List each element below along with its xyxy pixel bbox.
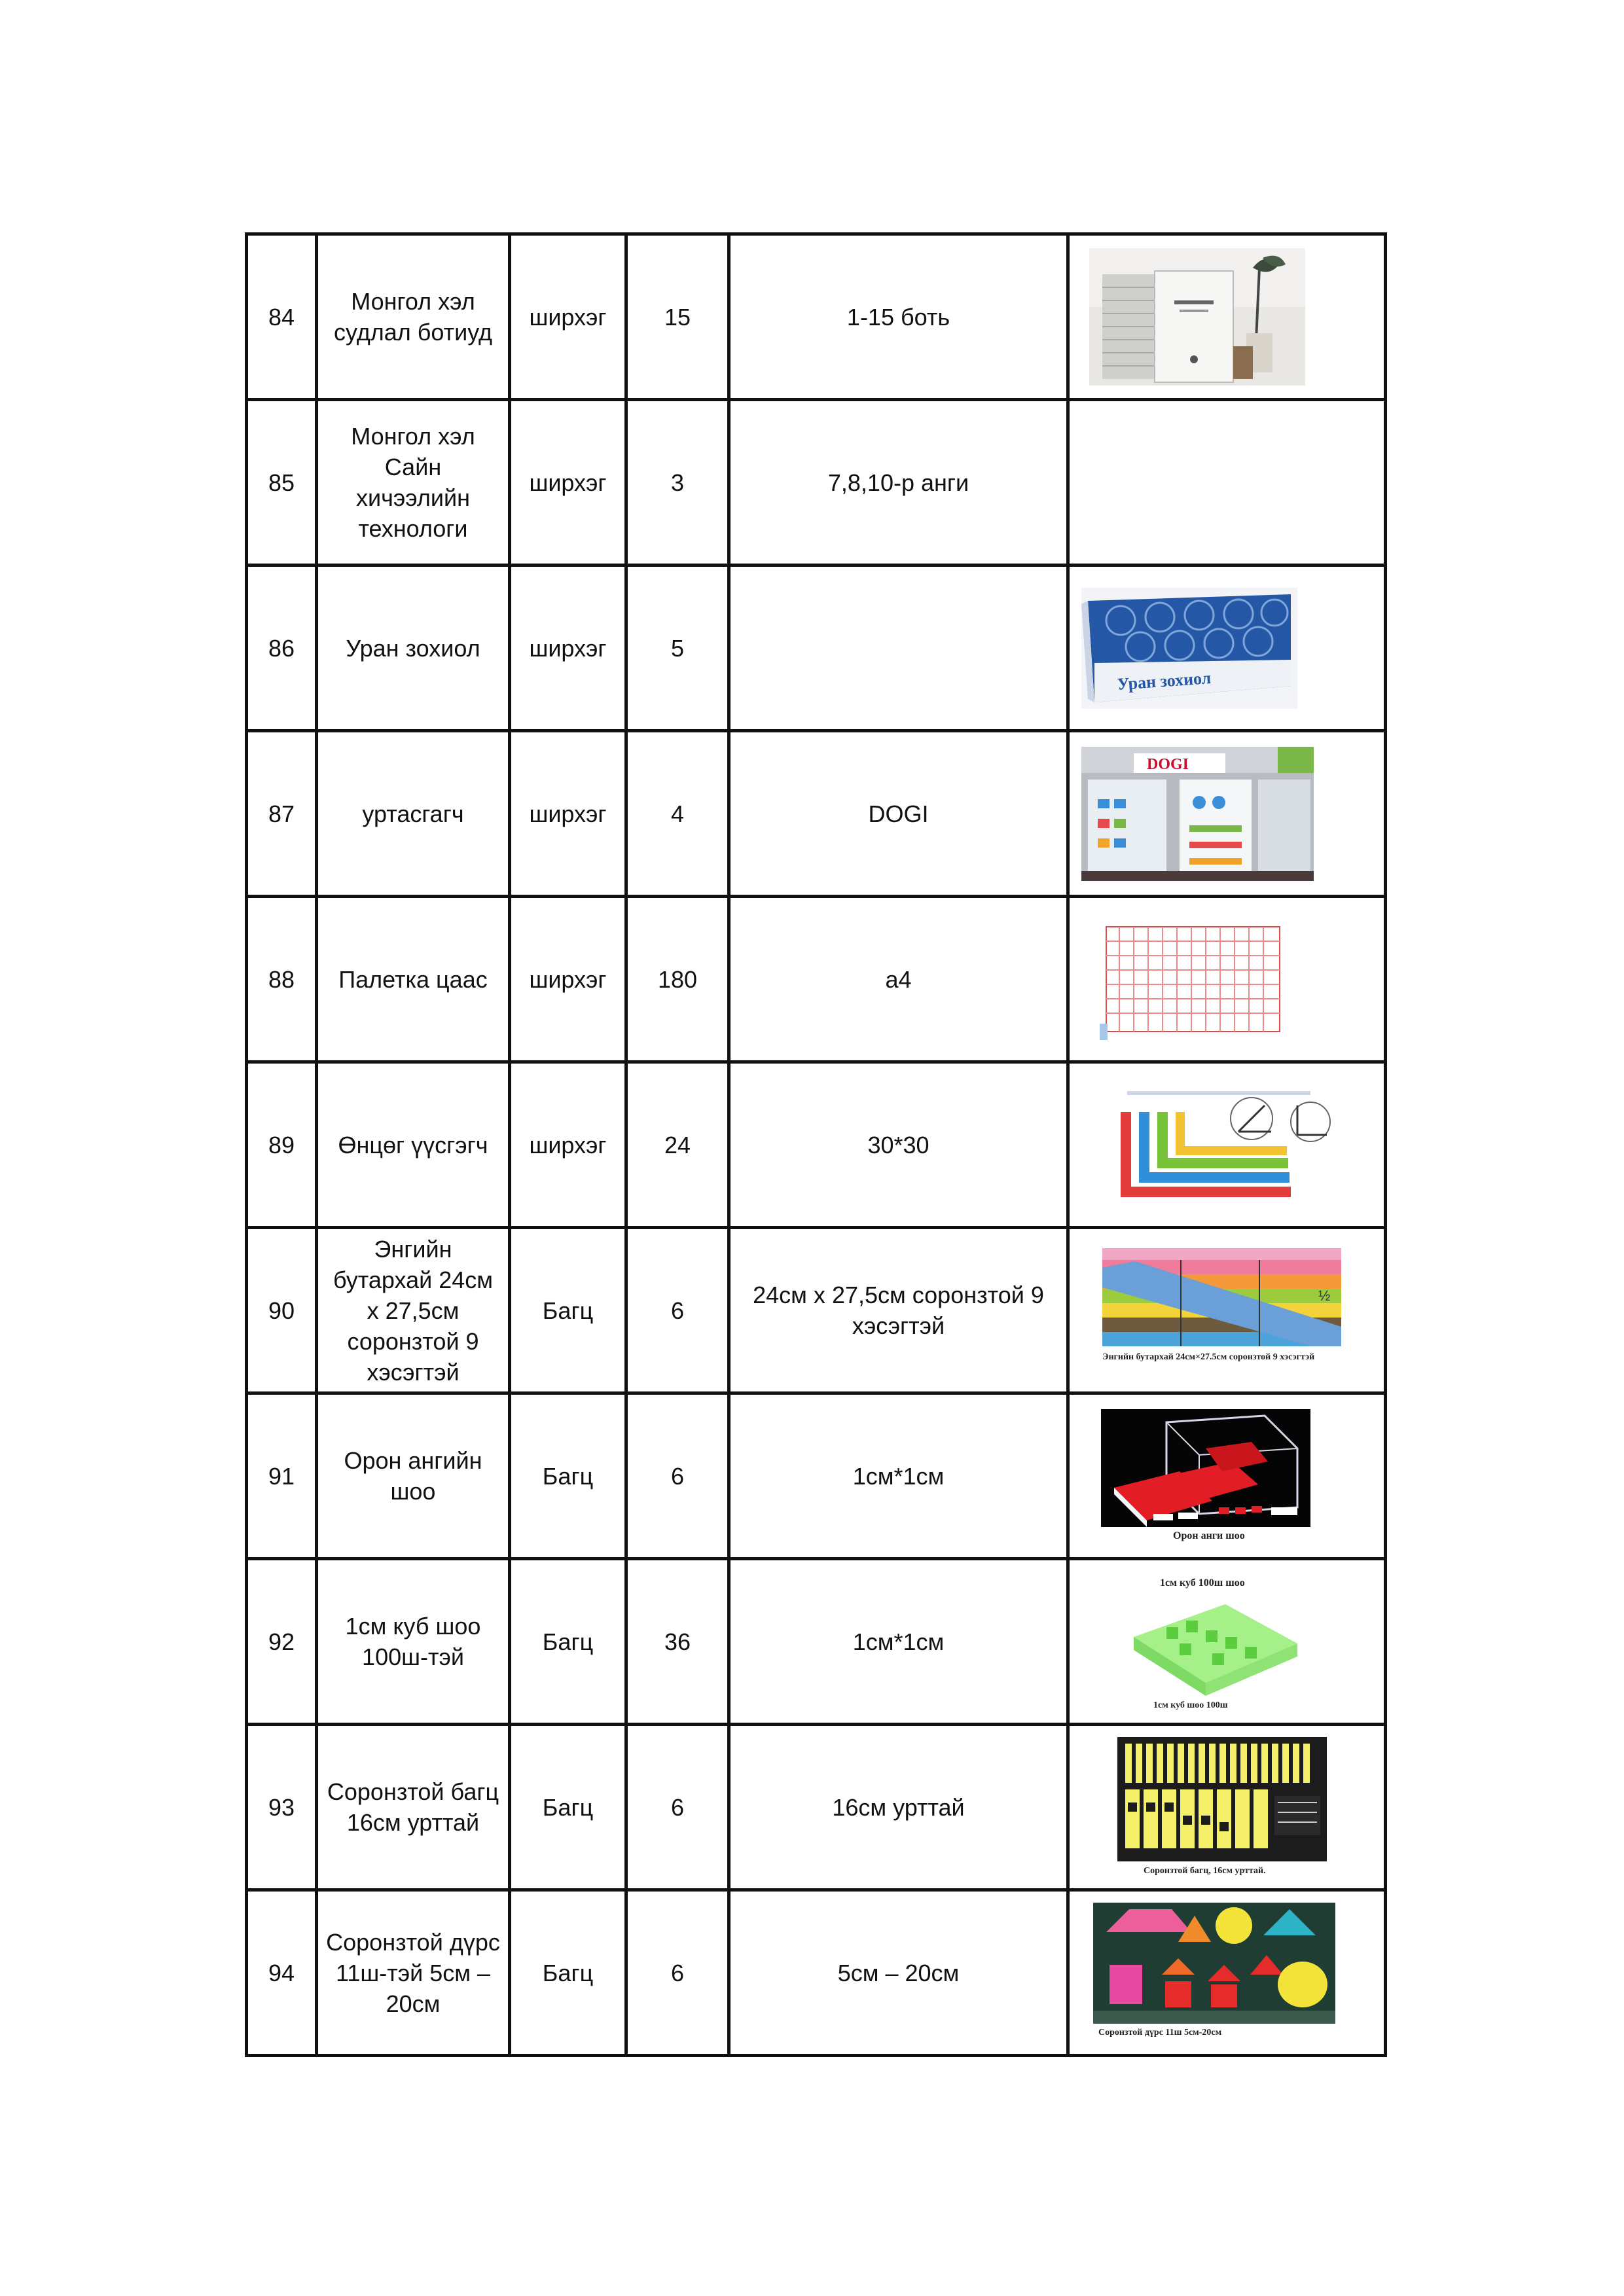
item-quantity: 6: [626, 1725, 729, 1890]
item-quantity: 6: [626, 1890, 729, 2056]
book-cover-title: Уран зохиол: [1116, 668, 1212, 694]
cube-box-image: [1108, 1571, 1317, 1712]
table-row: [247, 400, 1386, 565]
magnetic-set-caption: Соронзтой багц, 16см урттай.: [1144, 1865, 1266, 1876]
magnetic-set-image: [1117, 1737, 1327, 1878]
item-name: Уран зохиол: [317, 565, 510, 731]
item-quantity: 36: [626, 1559, 729, 1725]
item-unit: ширхэг: [510, 565, 626, 731]
item-spec: 1-15 боть: [729, 234, 1068, 400]
row-number: 87: [247, 731, 317, 897]
item-name: 1см куб шоо 100ш-тэй: [317, 1559, 510, 1725]
table-row: [247, 234, 1386, 400]
item-unit: Багц: [510, 1890, 626, 2056]
item-unit: ширхэг: [510, 400, 626, 565]
row-number: 89: [247, 1062, 317, 1228]
svg-text:½: ½: [1318, 1287, 1331, 1304]
item-quantity: 24: [626, 1062, 729, 1228]
row-number: 86: [247, 565, 317, 731]
item-image-cell: [1068, 1228, 1386, 1393]
item-quantity: 4: [626, 731, 729, 897]
item-unit: Багц: [510, 1393, 626, 1559]
row-number: 94: [247, 1890, 317, 2056]
table-row: [247, 1725, 1386, 1890]
item-quantity: 6: [626, 1393, 729, 1559]
item-unit: ширхэг: [510, 897, 626, 1062]
item-unit: ширхэг: [510, 731, 626, 897]
magnetic-shapes-caption: Соронзтой дүрс 11ш 5см-20см: [1098, 2027, 1222, 2037]
item-unit: Багц: [510, 1725, 626, 1890]
table-row: [247, 1890, 1386, 2056]
angle-maker-image: [1108, 1086, 1356, 1204]
cube-box-caption-bottom: 1см куб шоо 100ш: [1153, 1700, 1228, 1710]
item-spec: 1см*1см: [729, 1559, 1068, 1725]
magnetic-shapes-image: [1093, 1903, 1335, 2043]
table-row: [247, 1393, 1386, 1559]
table-row: [247, 1559, 1386, 1725]
row-number: 85: [247, 400, 317, 565]
item-spec: 30*30: [729, 1062, 1068, 1228]
item-name: Монгол хэл судлал ботиуд: [317, 234, 510, 400]
place-value-cubes-image: [1101, 1409, 1310, 1543]
item-name: Соронзтой багц 16см урттай: [317, 1725, 510, 1890]
item-quantity: 180: [626, 897, 729, 1062]
item-unit: ширхэг: [510, 234, 626, 400]
item-name: Палетка цаас: [317, 897, 510, 1062]
item-name: Соронзтой дүрс 11ш-тэй 5см – 20см: [317, 1890, 510, 2056]
item-image-cell: [1068, 1725, 1386, 1890]
table-row: [247, 1062, 1386, 1228]
item-image-cell: [1068, 897, 1386, 1062]
row-number: 91: [247, 1393, 317, 1559]
table-row: [247, 565, 1386, 731]
table-row: [247, 731, 1386, 897]
item-spec: [729, 565, 1068, 731]
item-name: Орон ангийн шоо: [317, 1393, 510, 1559]
item-quantity: 15: [626, 234, 729, 400]
item-spec: 1см*1см: [729, 1393, 1068, 1559]
items-table: [245, 232, 1387, 2057]
item-name: уртасгагч: [317, 731, 510, 897]
item-spec: 16см урттай: [729, 1725, 1068, 1890]
item-unit: Багц: [510, 1559, 626, 1725]
item-image-cell: [1068, 1559, 1386, 1725]
item-name: Өнцөг үүсгэгч: [317, 1062, 510, 1228]
table-row: [247, 897, 1386, 1062]
cubes-caption: Орон анги шоо: [1173, 1530, 1245, 1541]
fraction-strips-image: [1102, 1248, 1341, 1372]
item-spec: 5см – 20см: [729, 1890, 1068, 2056]
fraction-strips-caption: Энгийн бутархай 24см×27.5см соронзтой 9 хэсэгтэй: [1102, 1352, 1315, 1362]
book-stack-image: [1089, 248, 1305, 386]
table-row: [247, 1228, 1386, 1393]
item-quantity: 5: [626, 565, 729, 731]
item-quantity: 3: [626, 400, 729, 565]
item-image-cell: [1068, 565, 1386, 731]
item-unit: ширхэг: [510, 1062, 626, 1228]
item-spec: 7,8,10-р анги: [729, 400, 1068, 565]
row-number: 84: [247, 234, 317, 400]
brand-label: DOGI: [1147, 755, 1189, 773]
row-number: 93: [247, 1725, 317, 1890]
row-number: 90: [247, 1228, 317, 1393]
cube-box-caption-top: 1см куб 100ш шоо: [1160, 1577, 1245, 1588]
extension-cord-image: [1081, 747, 1314, 881]
grid-paper-image: [1100, 919, 1290, 1040]
item-unit: Багц: [510, 1228, 626, 1393]
item-image-cell: [1068, 1062, 1386, 1228]
row-number: 88: [247, 897, 317, 1062]
item-image-cell-empty: [1068, 400, 1386, 565]
item-spec: 24см x 27,5см соронзтой 9 хэсэгтэй: [729, 1228, 1068, 1393]
item-name: Энгийн бутархай 24см x 27,5см соронзтой 9 хэсэгтэй: [317, 1228, 510, 1393]
row-number: 92: [247, 1559, 317, 1725]
item-image-cell: [1068, 731, 1386, 897]
item-image-cell: [1068, 1890, 1386, 2056]
item-spec: DOGI: [729, 731, 1068, 897]
item-image-cell: [1068, 234, 1386, 400]
item-name: Монгол хэл Сайн хичээлийн технологи: [317, 400, 510, 565]
item-quantity: 6: [626, 1228, 729, 1393]
blue-book-image: [1081, 588, 1297, 709]
item-image-cell: [1068, 1393, 1386, 1559]
item-spec: a4: [729, 897, 1068, 1062]
